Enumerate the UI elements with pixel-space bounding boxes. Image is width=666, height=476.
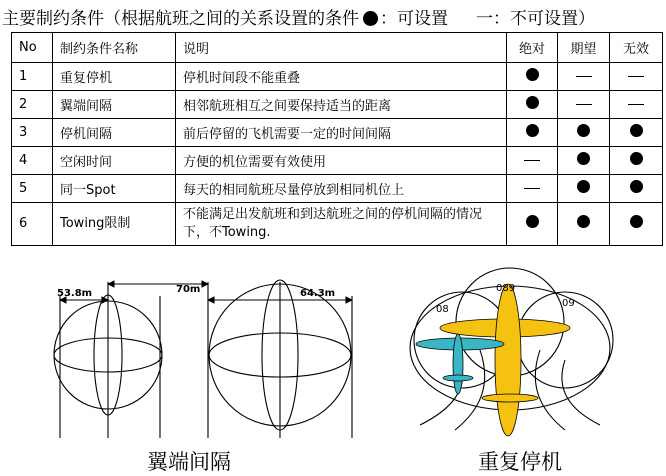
filled-circle-icon bbox=[630, 215, 643, 228]
filled-circle-icon bbox=[526, 68, 539, 81]
row-desc: 前后停留的飞机需要一定的时间间隔 bbox=[176, 119, 507, 147]
row-mark-inv bbox=[610, 203, 663, 246]
dash-icon bbox=[576, 76, 592, 77]
filled-circle-icon bbox=[630, 152, 643, 165]
row-mark-abs bbox=[507, 147, 558, 175]
filled-circle-icon bbox=[630, 124, 643, 137]
row-mark-exp bbox=[558, 147, 610, 175]
row-desc: 方便的机位需要有效使用 bbox=[176, 147, 507, 175]
row-no: 3 bbox=[12, 119, 53, 147]
row-mark-exp bbox=[558, 175, 610, 203]
row-no: 6 bbox=[12, 203, 53, 246]
row-name: 翼端间隔 bbox=[53, 91, 176, 119]
filled-circle-icon bbox=[630, 180, 643, 193]
caption-overlap: 重复停机 bbox=[478, 450, 562, 474]
row-name: 重复停机 bbox=[53, 63, 176, 91]
row-mark-exp bbox=[558, 63, 610, 91]
table-row bbox=[12, 119, 663, 147]
dash-icon bbox=[524, 188, 540, 189]
header-desc: 说明 bbox=[176, 33, 507, 63]
constraints-table bbox=[11, 32, 663, 246]
title-main: 主要制约条件（根据航班之间的关系设置的条件 bbox=[2, 9, 359, 29]
row-desc: 不能满足出发航班和到达航班之间的停机间隔的情况下，不Towing. bbox=[176, 203, 507, 246]
filled-circle-icon bbox=[363, 11, 378, 26]
title-dash-legend: 一：不可设置） bbox=[476, 9, 595, 29]
header-absolute: 绝对 bbox=[507, 33, 558, 63]
dim-label-left: 53.8m bbox=[57, 288, 93, 299]
row-mark-exp bbox=[558, 119, 610, 147]
row-mark-exp bbox=[558, 91, 610, 119]
filled-circle-icon bbox=[577, 215, 590, 228]
row-desc: 相邻航班相互之间要保持适当的距离 bbox=[176, 91, 507, 119]
table-row bbox=[12, 63, 663, 91]
row-no: 4 bbox=[12, 147, 53, 175]
table-header-row bbox=[12, 33, 663, 63]
yellow-plane-fuselage bbox=[495, 284, 521, 436]
table-row bbox=[12, 203, 663, 246]
filled-circle-icon bbox=[526, 96, 539, 109]
dash-icon bbox=[628, 104, 644, 105]
row-mark-inv bbox=[610, 175, 663, 203]
row-mark-inv bbox=[610, 63, 663, 91]
stand-label-089: 089 bbox=[496, 283, 516, 294]
table-row bbox=[12, 147, 663, 175]
row-name: Towing限制 bbox=[53, 203, 176, 246]
dash-icon bbox=[524, 160, 540, 161]
table-row bbox=[12, 91, 663, 119]
row-no: 1 bbox=[12, 63, 53, 91]
header-invalid: 无效 bbox=[610, 33, 663, 63]
header-desired: 期望 bbox=[558, 33, 610, 63]
stand-label-08: 08 bbox=[436, 304, 449, 315]
header-name: 制约条件名称 bbox=[53, 33, 176, 63]
row-mark-inv bbox=[610, 91, 663, 119]
row-mark-exp bbox=[558, 203, 610, 246]
row-no: 2 bbox=[12, 91, 53, 119]
dash-icon bbox=[628, 76, 644, 77]
teal-plane-fuselage bbox=[453, 334, 463, 394]
row-name: 停机间隔 bbox=[53, 119, 176, 147]
row-name: 同一Spot bbox=[53, 175, 176, 203]
diagram-figure bbox=[0, 260, 666, 476]
wingtip-diagram bbox=[54, 280, 352, 438]
row-no: 5 bbox=[12, 175, 53, 203]
table-row bbox=[12, 175, 663, 203]
filled-circle-icon bbox=[526, 124, 539, 137]
yellow-plane-tail bbox=[482, 394, 538, 402]
filled-circle-icon bbox=[526, 215, 539, 228]
teal-plane-tail bbox=[443, 375, 473, 381]
dash-icon bbox=[576, 104, 592, 105]
row-mark-inv bbox=[610, 147, 663, 175]
row-desc: 停机时间段不能重叠 bbox=[176, 63, 507, 91]
row-name: 空闲时间 bbox=[53, 147, 176, 175]
stand-label-09: 09 bbox=[562, 298, 575, 309]
title-filled-legend: ：可设置 bbox=[380, 9, 448, 29]
row-mark-abs bbox=[507, 119, 558, 147]
row-mark-abs bbox=[507, 203, 558, 246]
page-title bbox=[2, 4, 595, 29]
filled-circle-icon bbox=[577, 180, 590, 193]
header-no: No bbox=[12, 33, 53, 63]
filled-circle-icon bbox=[577, 124, 590, 137]
row-desc: 每天的相同航班尽量停放到相同机位上 bbox=[176, 175, 507, 203]
row-mark-abs bbox=[507, 175, 558, 203]
filled-circle-icon bbox=[577, 152, 590, 165]
dim-label-mid: 70m bbox=[176, 284, 201, 295]
row-mark-abs bbox=[507, 91, 558, 119]
row-mark-abs bbox=[507, 63, 558, 91]
row-mark-inv bbox=[610, 119, 663, 147]
dim-label-right: 64.3m bbox=[300, 288, 336, 299]
caption-wingtip: 翼端间隔 bbox=[147, 450, 231, 474]
